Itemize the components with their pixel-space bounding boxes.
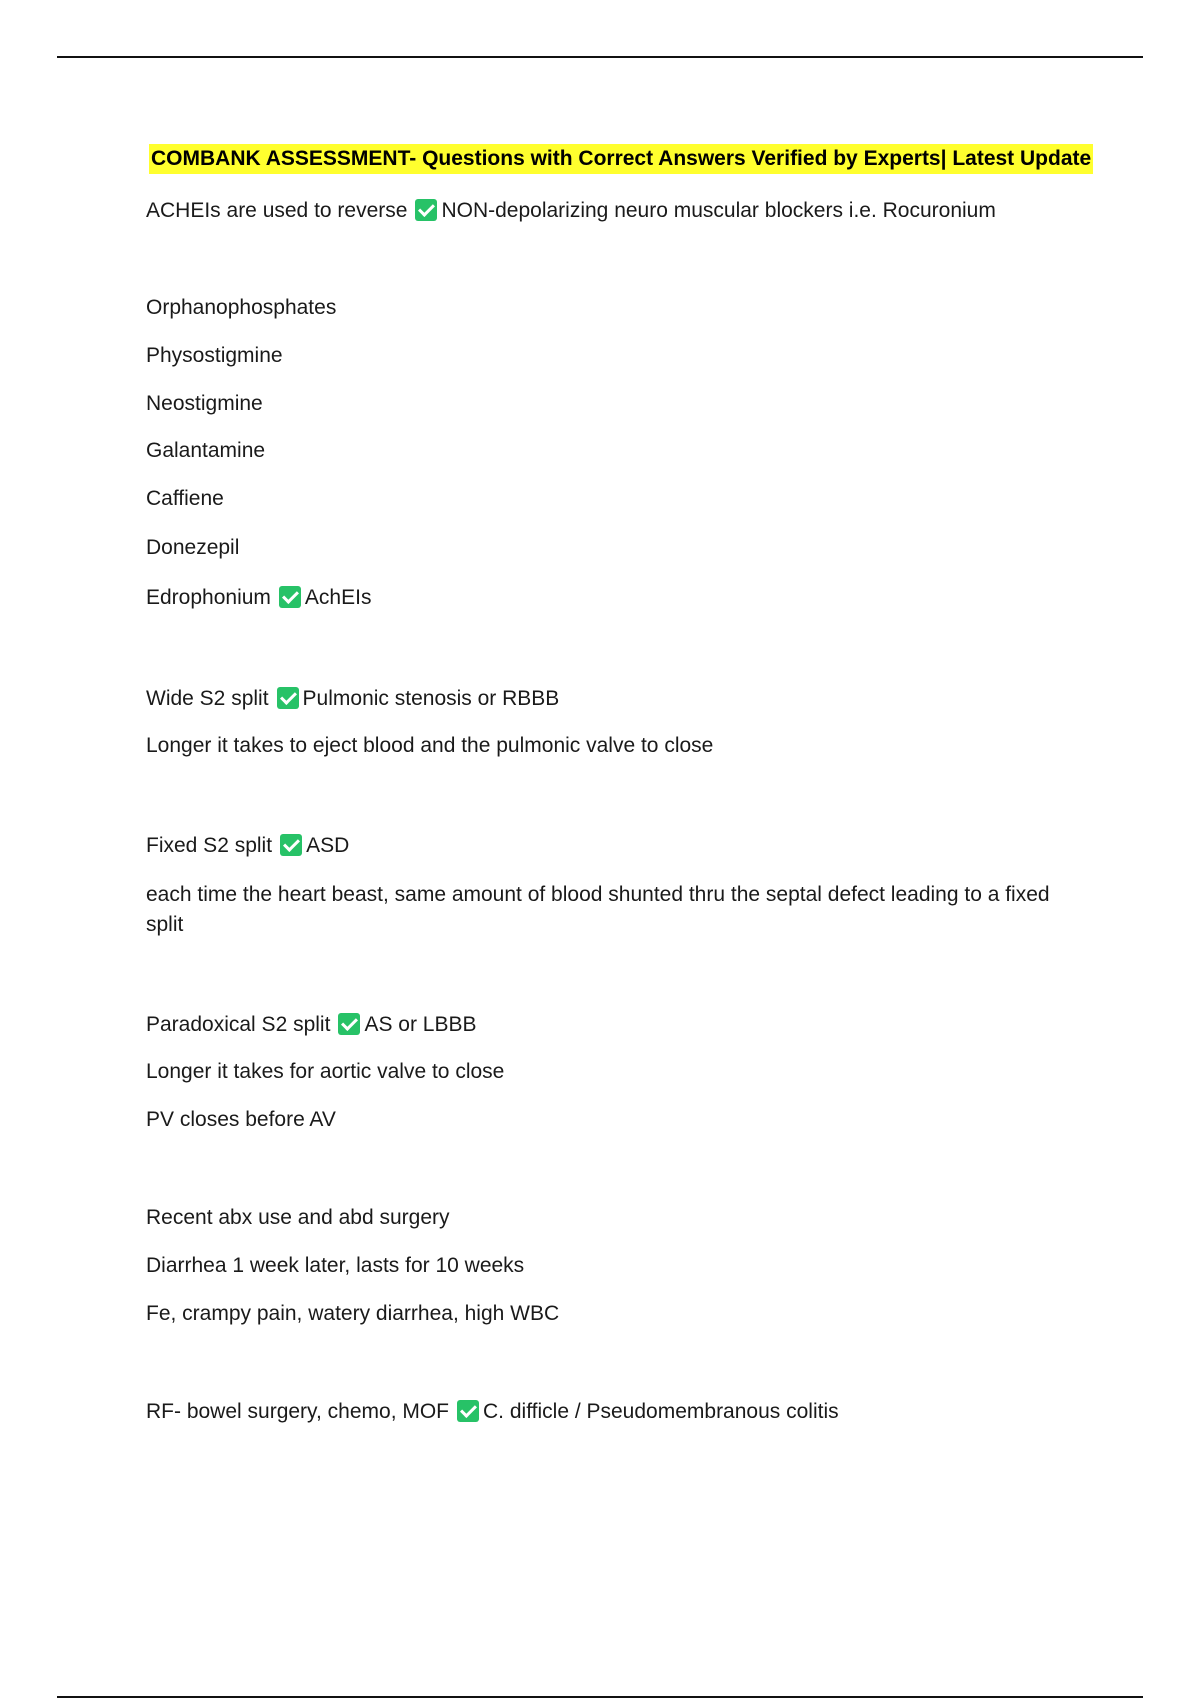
question-row [146, 1397, 839, 1427]
note-text: Longer it takes for aortic valve to close [146, 1060, 505, 1083]
list-item: Fe, crampy pain, watery diarrhea, high WBC [146, 1302, 560, 1325]
check-mark-icon [280, 834, 302, 856]
check-mark-icon [338, 1013, 360, 1035]
document-title: COMBANK ASSESSMENT- Questions with Correct Answers Verified by Experts| Latest Update [149, 144, 1093, 174]
note-text: PV closes before AV [146, 1108, 336, 1131]
list-item: Caffiene [146, 487, 224, 510]
check-mark-icon [457, 1400, 479, 1422]
question-row [146, 684, 559, 714]
question-text: Wide S2 split [146, 687, 269, 710]
footer-rule [57, 1696, 1143, 1698]
list-item: Donezepil [146, 536, 240, 559]
answer-text: NON-depolarizing neuro muscular blockers i.e. Rocuronium [441, 199, 996, 222]
question-text: Paradoxical S2 split [146, 1013, 331, 1036]
list-item: Diarrhea 1 week later, lasts for 10 weeks [146, 1254, 525, 1277]
note-text: Longer it takes to eject blood and the pulmonic valve to close [146, 734, 714, 757]
question-text: Edrophonium [146, 586, 271, 609]
check-mark-icon [279, 586, 301, 608]
list-item: Recent abx use and abd surgery [146, 1206, 450, 1229]
question-row [146, 196, 996, 226]
list-item: Orphanophosphates [146, 296, 337, 319]
header-rule [57, 56, 1143, 58]
answer-text: AS or LBBB [364, 1013, 477, 1036]
question-text: ACHEIs are used to reverse [146, 199, 408, 222]
answer-text: ASD [306, 834, 350, 857]
question-text: RF- bowel surgery, chemo, MOF [146, 1400, 450, 1423]
check-mark-icon [415, 199, 437, 221]
question-row [146, 583, 371, 613]
list-item: Galantamine [146, 439, 266, 462]
note-text: each time the heart beast, same amount of blood shunted thru the septal defect leading to a fixed split [146, 883, 1050, 936]
list-item: Physostigmine [146, 344, 283, 367]
answer-text: Pulmonic stenosis or RBBB [302, 687, 560, 710]
question-text: Fixed S2 split [146, 834, 273, 857]
answer-text: C. difficle / Pseudomembranous colitis [483, 1400, 839, 1423]
question-row [146, 831, 349, 861]
question-row [146, 1010, 477, 1040]
check-mark-icon [277, 687, 299, 709]
answer-text: AchEIs [304, 586, 372, 609]
list-item: Neostigmine [146, 392, 263, 415]
